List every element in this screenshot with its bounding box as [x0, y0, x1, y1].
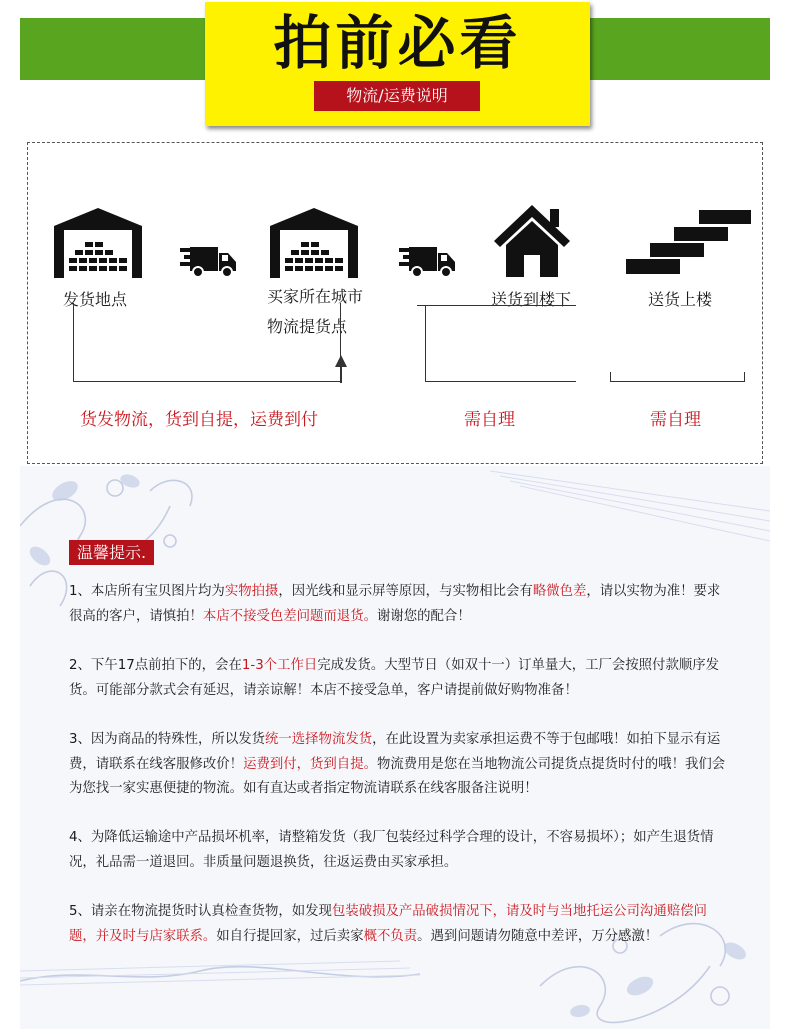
- tip-highlight: 统一选择物流发货: [265, 732, 373, 747]
- node-label-upstairs: 送货上楼: [648, 290, 713, 309]
- tip-item-5: [69, 900, 729, 949]
- route-note-downstairs: 需自理: [464, 410, 515, 430]
- tip-item-1: [69, 580, 729, 629]
- tip-text: 如自行提回家，过后卖家: [216, 928, 364, 944]
- node-label-pickup-line2: 物流提货点: [267, 317, 348, 336]
- tip-item-2: [69, 654, 729, 703]
- tip-highlight: 包装破损及产品破损情况下，请及时与当地托运公司沟通赔偿问题，并及时与店家联系。: [69, 904, 707, 944]
- tip-text: ，在此设置为卖家承担运费不等于包邮哦！如拍下显示有运费，请联系在线客服修改价！: [69, 732, 721, 772]
- tip-highlight: 概不负责: [363, 928, 418, 944]
- tip-text: ，因光线和显示屏等原因，与实物相比会有: [278, 584, 533, 599]
- tip-text: 。遇到问题请勿随意中差评，万分感激！: [417, 928, 659, 944]
- node-label-downstairs: 送货到楼下: [491, 290, 572, 309]
- shipping-flow-diagram: [27, 142, 763, 464]
- tip-text: ，请以实物为准！要求很高的客户，请慎拍！: [69, 584, 721, 624]
- route-bracket-downstairs: [425, 305, 576, 382]
- tip-highlight: 略微色差: [532, 584, 587, 599]
- tip-text: 3、因为商品的特殊性，所以发货: [69, 732, 265, 747]
- tip-highlight: 运费到付，货到自提。: [243, 756, 377, 772]
- house-icon: [492, 203, 572, 279]
- tip-text: 谢谢您的配合！: [376, 608, 471, 624]
- tips-title-badge: 温馨提示.: [69, 540, 154, 565]
- arrow-up-icon: [334, 353, 348, 383]
- route-bracket-upstairs: [610, 372, 745, 382]
- route-note-upstairs: 需自理: [650, 410, 701, 430]
- tip-text: 2、下午17点前拍下的，会在: [69, 658, 242, 673]
- tip-highlight: 1-3个工作日: [241, 658, 318, 673]
- tip-highlight: 实物拍摄: [224, 584, 279, 599]
- node-label-pickup-line1: 买家所在城市: [267, 287, 364, 306]
- tip-text: 1、本店所有宝贝图片均为: [69, 584, 225, 599]
- warehouse-icon: [52, 206, 144, 280]
- route-note-logistics: 货发物流，货到自提，运费到付: [80, 410, 318, 430]
- tip-item-3: [69, 728, 729, 802]
- tip-item-4: [69, 826, 729, 875]
- bracket-tick: [417, 305, 433, 306]
- node-label-origin: 发货地点: [63, 290, 128, 309]
- page-title: 拍前必看: [273, 9, 522, 77]
- tip-text: 5、请亲在物流提货时认真检查货物，如发现: [69, 904, 332, 919]
- route-bracket-logistics: [73, 303, 341, 382]
- subtitle-badge: 物流/运费说明: [314, 81, 480, 111]
- truck-icon: [180, 245, 238, 279]
- tip-text: 4、为降低运输途中产品损坏机率，请整箱发货（我厂包装经过科学合理的设计，不容易损坏）；如产生退货情况，礼品需一道退回。非质量问题退换货，往返运费由买家承担。: [69, 830, 714, 870]
- tip-highlight: 本店不接受色差问题而退货。: [202, 608, 377, 624]
- stairs-icon: [626, 210, 754, 274]
- tip-text: 完成发货。大型节日（如双十一）订单量大，工厂会按照付款顺序发货。可能部分款式会有延迟，请亲谅解！本店不接受急单，客户请提前做好购物准备！: [69, 658, 720, 698]
- tip-text: 物流费用是您在当地物流公司提货点提货时付的哦！我们会为您找一家实惠便捷的物流。如有直达或者指定物流请联系在线客服备注说明！: [69, 756, 726, 797]
- truck-icon: [399, 245, 457, 279]
- header-title-card: [205, 2, 590, 126]
- warehouse-icon: [268, 206, 360, 280]
